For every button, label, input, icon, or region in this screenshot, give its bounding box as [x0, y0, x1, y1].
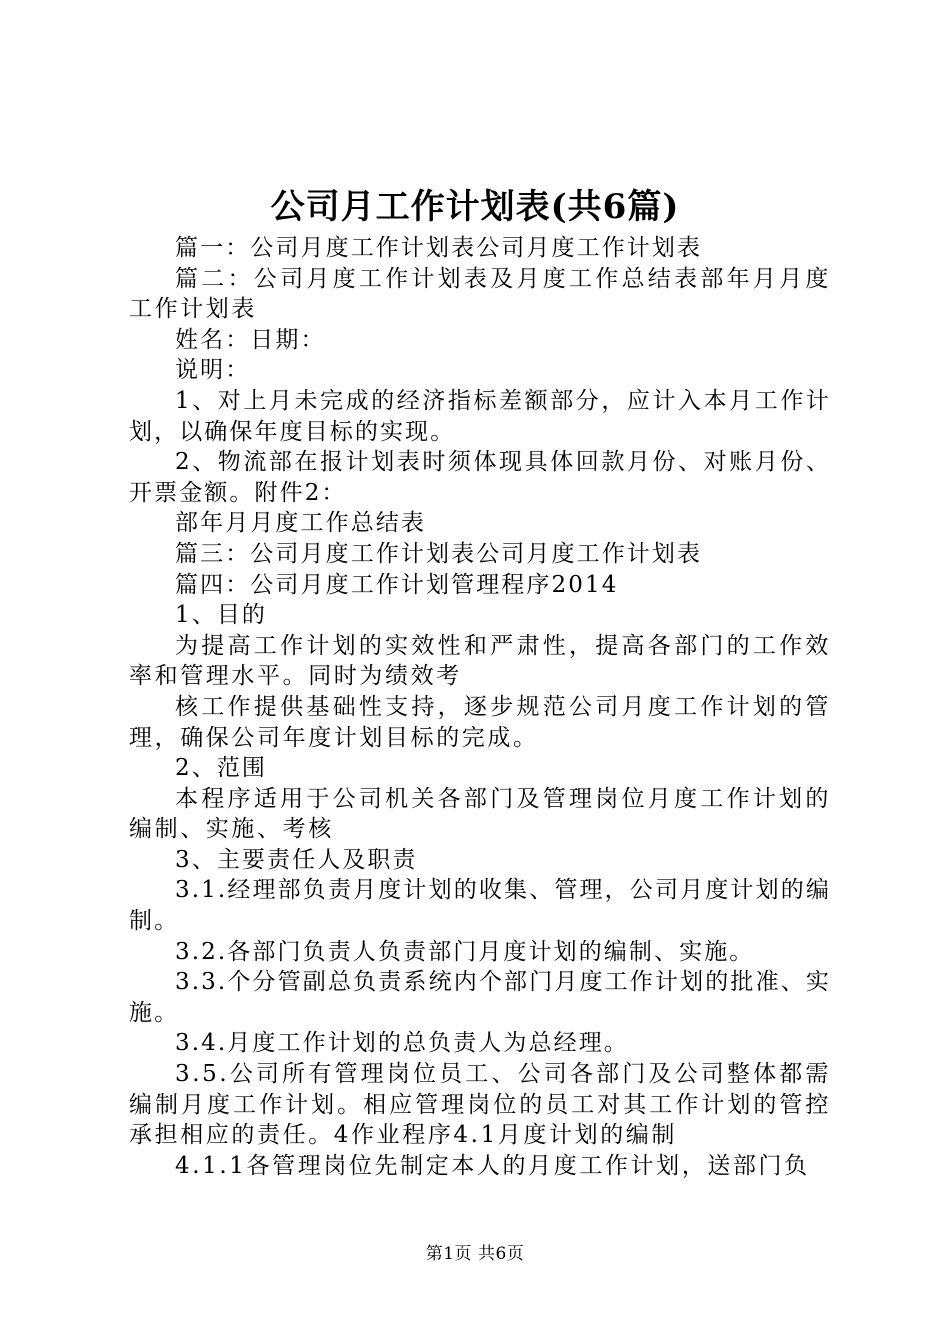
paragraph: 部年月月度工作总结表 [175, 510, 426, 537]
document-body [129, 233, 831, 1181]
paragraph: 3.4.月度工作计划的总负责人为总经理。 [175, 1030, 629, 1057]
paragraph: 本程序适用于公司机关各部门及管理岗位月度工作计划的编制、实施、考核 [129, 785, 831, 843]
paragraph: 3.5.公司所有管理岗位员工、公司各部门及公司整体都需编制月度工作计划。相应管理岗位的员工对其工作计划的管控承担相应的责任。4作业程序4.1月度计划的编制 [129, 1061, 831, 1149]
paragraph: 1、目的 [175, 602, 268, 629]
paragraph: 3.1.经理部负责月度计划的收集、管理，公司月度计划的编制。 [129, 877, 831, 935]
paragraph: 3、主要责任人及职责 [175, 846, 418, 873]
paragraph: 为提高工作计划的实效性和严肃性，提高各部门的工作效率和管理水平。同时为绩效考 [129, 632, 831, 690]
paragraph: 1、对上月未完成的经济指标差额部分，应计入本月工作计划，以确保年度目标的实现。 [129, 387, 831, 445]
paragraph: 姓名：日期： [175, 326, 326, 353]
paragraph: 核工作提供基础性支持，逐步规范公司月度工作计划的管理，确保公司年度计划目标的完成。 [129, 693, 831, 751]
paragraph: 篇一：公司月度工作计划表公司月度工作计划表 [175, 235, 703, 261]
paragraph: 2、范围 [175, 755, 268, 782]
paragraph: 3.2.各部门负责人负责部门月度计划的编制、实施。 [175, 938, 755, 965]
paragraph: 3.3.个分管副总负责系统内个部门月度工作计划的批准、实施。 [129, 969, 831, 1026]
paragraph: 说明： [175, 357, 251, 384]
page-footer: 第1页 共6页 [425, 1244, 525, 1264]
paragraph: 4.1.1各管理岗位先制定本人的月度工作计划，送部门负 [175, 1152, 810, 1179]
paragraph: 篇四：公司月度工作计划管理程序2014 [175, 571, 619, 598]
paragraph: 篇二：公司月度工作计划表及月度工作总结表部年月月度工作计划表 [129, 265, 831, 323]
paragraph: 2、物流部在报计划表时须体现具体回款月份、对账月份、开票金额。附件2： [129, 449, 831, 506]
document-title: 公司月工作计划表(共6篇) [270, 187, 680, 227]
paragraph: 篇三：公司月度工作计划表公司月度工作计划表 [175, 540, 703, 567]
